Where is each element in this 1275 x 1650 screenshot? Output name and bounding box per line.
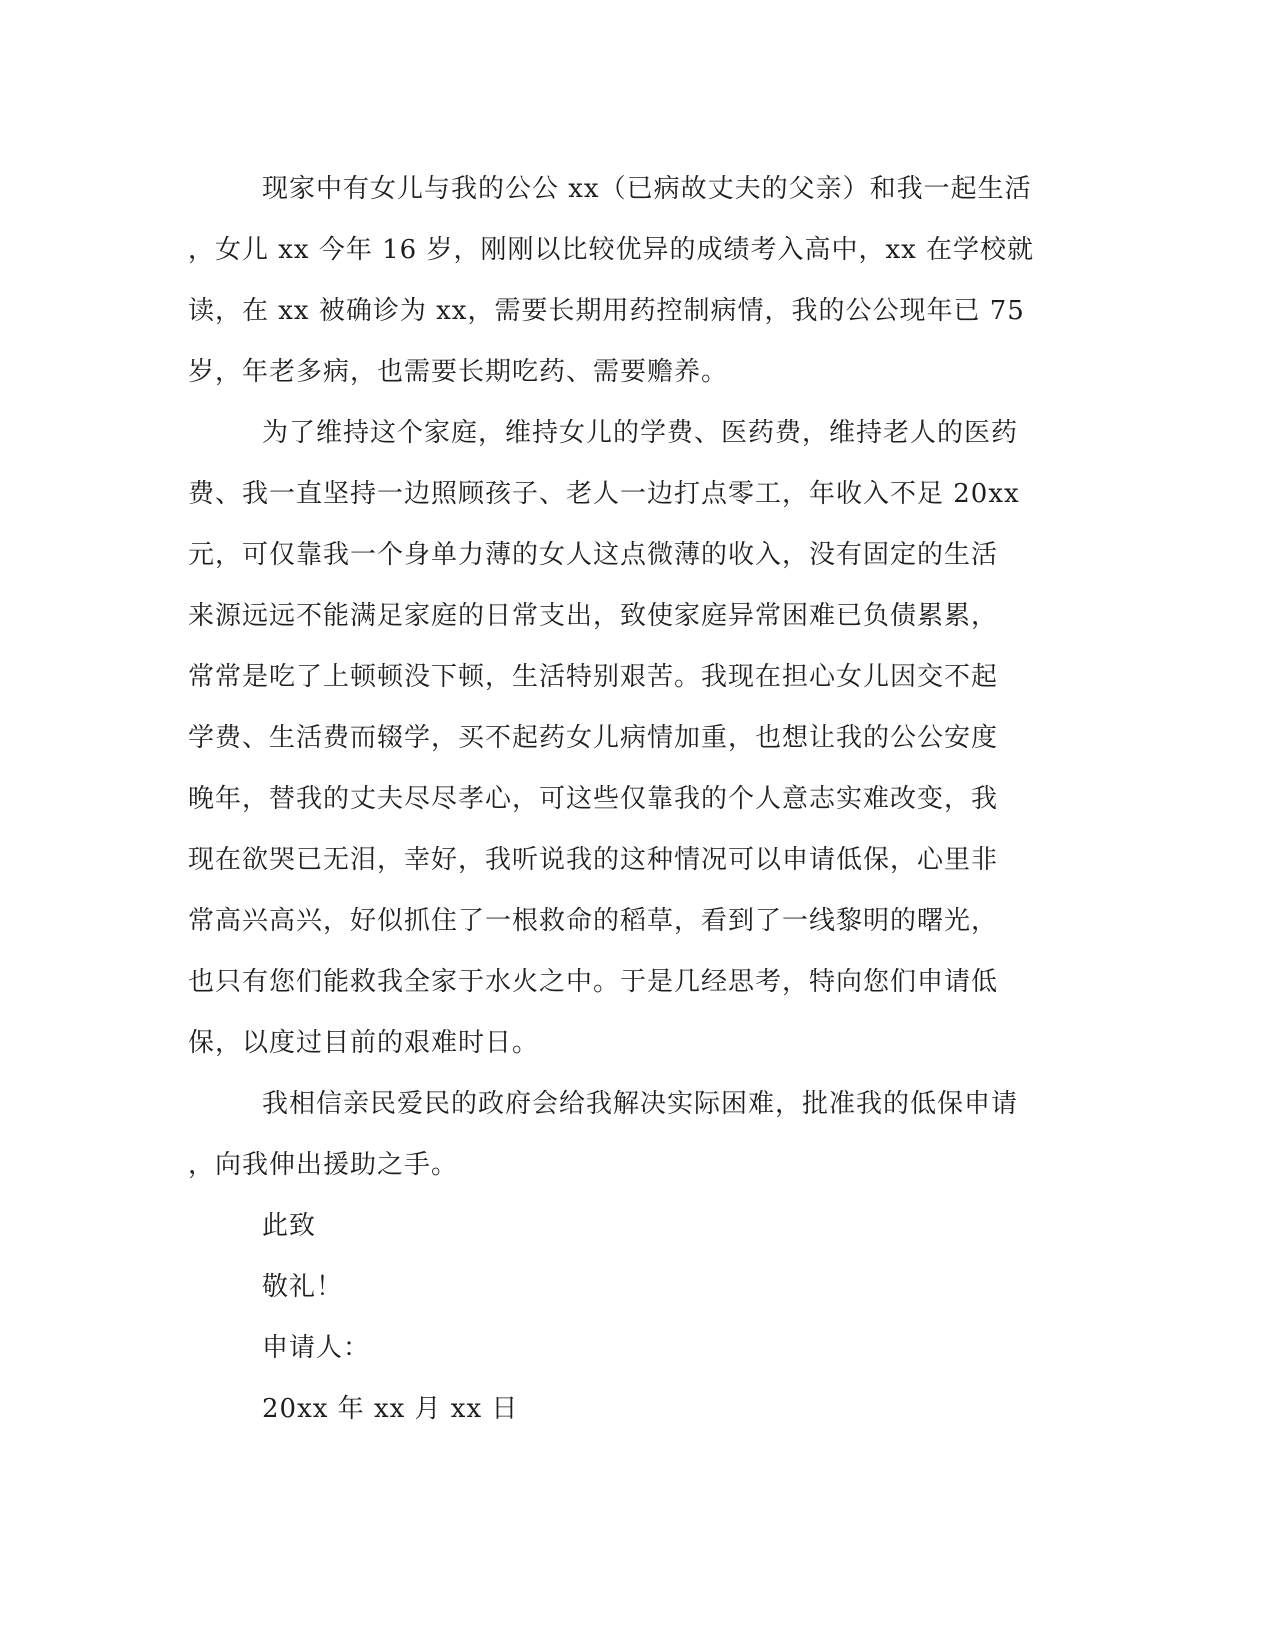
paragraph-1-line-3: 读，在 xx 被确诊为 xx，需要长期用药控制病情，我的公公现年已 75: [188, 296, 1025, 326]
closing-salutation: 此致: [262, 1211, 317, 1241]
paragraph-2-line-2: 费、我一直坚持一边照顾孩子、老人一边打点零工，年收入不足 20xx: [188, 479, 1020, 509]
closing-regards: 敬礼！: [262, 1272, 344, 1302]
paragraph-2-line-8: 现在欲哭已无泪，幸好，我听说我的这种情况可以申请低保，心里非: [188, 845, 999, 875]
paragraph-2-line-10: 也只有您们能救我全家于水火之中。于是几经思考，特向您们申请低: [188, 967, 999, 997]
paragraph-3-line-1: 我相信亲民爱民的政府会给我解决实际困难，批准我的低保申请: [262, 1089, 1019, 1119]
paragraph-1-line-1: 现家中有女儿与我的公公 xx（已病故丈夫的父亲）和我一起生活: [262, 174, 1032, 204]
paragraph-2-line-4: 来源远远不能满足家庭的日常支出，致使家庭异常困难已负债累累，: [188, 601, 999, 631]
paragraph-2-line-7: 晚年，替我的丈夫尽尽孝心，可这些仅靠我的个人意志实难改变，我: [188, 784, 999, 814]
paragraph-2-line-11: 保，以度过目前的艰难时日。: [188, 1028, 540, 1058]
paragraph-2-line-3: 元，可仅靠我一个身单力薄的女人这点微薄的收入，没有固定的生活: [188, 540, 999, 570]
paragraph-2-line-6: 学费、生活费而辍学，买不起药女儿病情加重，也想让我的公公安度: [188, 723, 999, 753]
paragraph-1-line-2: ，女儿 xx 今年 16 岁，刚刚以比较优异的成绩考入高中，xx 在学校就: [188, 235, 1035, 265]
signature-date: 20xx 年 xx 月 xx 日: [262, 1394, 519, 1424]
applicant-label: 申请人：: [262, 1333, 371, 1363]
paragraph-2-line-1: 为了维持这个家庭，维持女儿的学费、医药费，维持老人的医药: [262, 418, 1019, 448]
letter-body: [188, 159, 1088, 1440]
paragraph-3-line-2: ，向我伸出援助之手。: [188, 1150, 459, 1180]
paragraph-1-line-4: 岁，年老多病，也需要长期吃药、需要赡养。: [188, 357, 729, 387]
paragraph-2-line-5: 常常是吃了上顿顿没下顿，生活特别艰苦。我现在担心女儿因交不起: [188, 662, 999, 692]
paragraph-2-line-9: 常高兴高兴，好似抓住了一根救命的稻草，看到了一线黎明的曙光，: [188, 906, 999, 936]
